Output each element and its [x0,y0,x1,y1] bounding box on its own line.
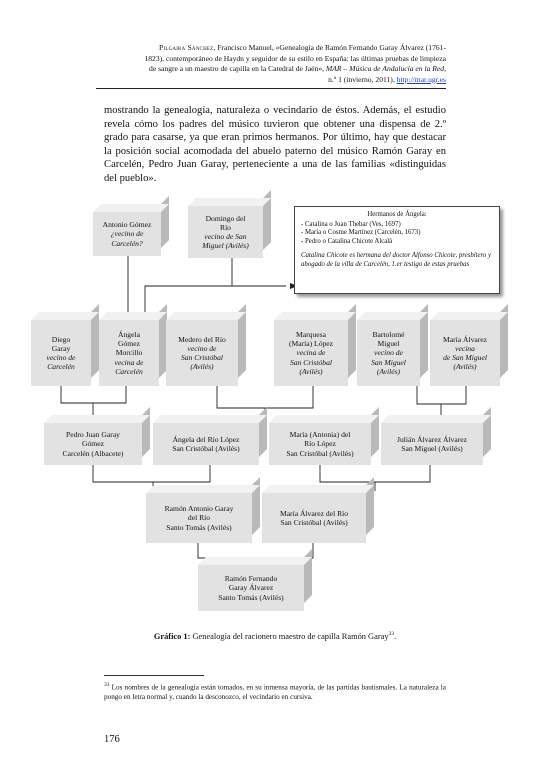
header-line3: de sangre a un maestro de capilla en la Catedral de Jaén», [149,64,326,73]
note-italic: Catalina Chicote es hermana del doctor Alfonso Chicote, presbítero y abogado de la villa de Carcelén, 1.er testigo de estas pruebas [301,252,492,268]
angela-name-1: Ángela [118,329,140,339]
marquesa-residence-1: vecina de [296,348,326,358]
caption-text: Genealogía del racionero maestro de capilla Ramón Garay [190,631,389,641]
marquesa-residence-3: (Avilés) [299,366,323,376]
header-line2: 1823), contemporáneo de Haydn y seguidor de su estilo en España: las últimas pruebas de limpieza [144,53,446,63]
bartolome-residence-2: San Miguel [371,357,406,367]
angela-rio-place: San Cristóbal (Avilés) [172,444,240,453]
angela-residence-1: vecina de [114,357,144,367]
ramon-fernando-name-1: Ramón Fernando [224,574,278,584]
body-paragraph: mostrando la genealogía, naturaleza o vecindario de éstos. Además, el estudio revela cómo los padres del músico tuvieron que obtener una dispensa de 2.º grado para casarse, ya que eran primos hermanos. Por último, hay que destacar la posición social acomodada del abuelo paterno del músico Ramón Garay en Carcelén, Pedro Juan Garay, perteneciente a una de las familias «distinguidas del pueblo». [104,105,446,184]
note-item: - María o Cosme Martínez (Carcelén, 1673) [301,229,421,237]
marquesa-name-1: Marquesa [296,329,326,339]
domingo-residence-1: vecino de San [204,232,247,241]
pedro-juan-name-1: Pedro Juan Garay [66,430,120,440]
box-julian-alvarez [381,423,483,465]
running-header: Pilgaira Sánchez, Francisco Manuel, «Genealogía de Ramón Fernando Garay Álvarez (1761- 1823), contemporáneo de Haydn y seguidor de su estilo en España: las últimas pruebas de limpieza de sangre a un maestro de capilla en la Catedral de Jaén», MAR – Música de Andalucía en la Red, n.º 1 (invierno, 2011), http://mar.ugr.es [96,43,446,85]
bartolome-name-2: Miguel [377,339,400,349]
antonio-residence-2: Carcelén? [111,238,143,248]
box-marquesa-lopez [274,320,348,386]
ramon-fernando-name-2: Garay Álvarez [228,583,274,593]
box-antonio-gomez [93,212,161,256]
marquesa-residence-2: San Cristóbal [290,357,332,367]
box-medero-del-rio [166,320,238,386]
maria-alvarez-residence-1: vecina [455,343,475,353]
domingo-name-2: Río [220,222,231,232]
medero-name: Medero del Río [178,334,226,344]
box-domingo-del-rio [188,206,263,258]
ramon-antonio-name-2: del Río [187,513,211,523]
medero-residence-1: vecino de [187,343,217,353]
antonio-name: Antonio Gómez [102,220,152,230]
maria-alvarez-residence-2: de San Miguel [443,353,487,362]
footnote-text: Los nombres de la genealogía están tomados, en su inmensa mayoría, de las partidas bautismales. La naturaleza la pongo en letra normal y, cuando la desconozco, el vecindario en cursiva. [104,683,446,702]
header-journal: MAR – Música de Andalucía en la Red [325,64,445,73]
ramon-antonio-name-1: Ramón Antonio Garay [164,504,234,514]
box-diego-garay [31,320,91,386]
bartolome-residence-3: (Avilés) [376,366,401,376]
angela-name-2: Gómez [118,339,140,349]
angela-residence-2: Carcelén [115,366,143,376]
maria-alvarez-rio-name: María Álvarez del Río [279,508,349,518]
antonio-residence-1: ¿vecino de [110,229,144,239]
medero-residence-2: San Cristóbal [181,353,223,362]
header-author: Pilgaira Sánchez [159,43,214,52]
note-title: Hermanos de Ángela: [367,211,427,218]
maria-alvarez-residence-3: (Avilés) [453,362,477,372]
maria-alvarez-name: María Álvarez [442,334,488,344]
maria-antonia-name-1: María (Antonia) del [289,430,351,440]
box-maria-alvarez [430,320,500,386]
note-item: - Pedro o Catalina Chicote Alcalá [301,237,393,245]
domingo-name-1: Domingo del [205,213,246,223]
diego-residence-1: vecino de [46,353,76,362]
box-maria-alvarez-del-rio [262,493,366,543]
medero-residence-3: (Avilés) [190,362,214,372]
marquesa-name-2: (María) López [288,339,334,349]
box-ramon-antonio-garay [146,493,252,543]
pedro-juan-name-2: Gómez [82,439,104,449]
header-url-link[interactable]: http://mar.ugr.es [396,74,446,84]
angela-rio-name: Ángela del Río López [172,434,240,444]
box-maria-antonia-del-rio [269,423,371,465]
bartolome-name-1: Bartolomé [372,329,405,339]
footnote-number: 33 [104,682,110,688]
maria-alvarez-rio-place: San Cristóbal (Avilés) [280,518,348,527]
julian-name: Julián Álvarez Álvarez [397,434,467,444]
page-number: 176 [104,734,120,745]
caption-footnote-ref[interactable]: 33 [388,631,395,637]
maria-antonia-name-2: Río López [304,439,336,449]
box-pedro-juan-garay [44,423,142,465]
domingo-residence-2: Miguel (Avilés) [202,241,249,251]
maria-antonia-place: San Cristóbal (Avilés) [286,448,354,458]
angela-name-3: Morcillo [115,348,143,358]
box-angela-gomez [99,320,159,386]
footnote-rule [104,675,204,676]
footnote [104,681,446,703]
header-line1: , Francisco Manuel, «Genealogía de Ramón Fernando Garay Álvarez (1761- [213,43,446,52]
box-bartolome-miguel [357,320,420,386]
caption-label: Gráfico 1: [153,631,191,641]
ramon-antonio-place: Santo Tomás (Avilés) [166,522,232,532]
diego-name-2: Garay [51,343,71,353]
pedro-juan-place: Carcelén (Albacete) [62,448,124,458]
julian-place: San Miguel (Avilés) [401,444,463,453]
diego-name-1: Diego [51,334,71,344]
diego-residence-2: Carcelén [47,362,75,372]
figure-caption [104,631,446,641]
header-line4: n.º 1 (invierno, 2011), [328,74,397,84]
bartolome-residence-1: vecino de [374,348,403,358]
siblings-note-box [294,206,500,294]
box-ramon-fernando-garay [198,565,304,611]
caption-end: . [394,631,397,641]
note-item: - Catalina o Juan Thebar (Ves, 1697) [301,220,401,228]
box-angela-del-rio-lopez [153,423,259,465]
ramon-fernando-place: Santo Tomás (Avilés) [218,592,284,602]
